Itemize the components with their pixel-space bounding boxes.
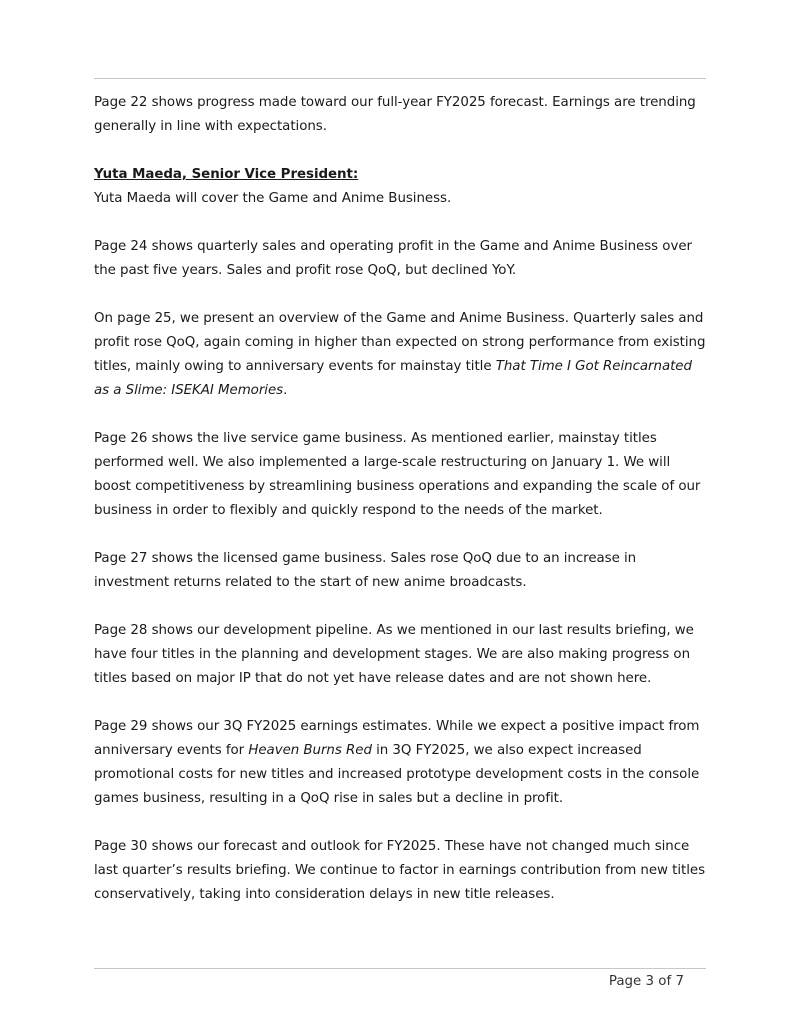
document-body xyxy=(94,91,710,931)
page-number: Page 3 of 7 xyxy=(608,974,684,989)
paragraph-page-27: Page 27 shows the licensed game business. Sales rose QoQ due to an increase in investment returns related to the start of new anime broadcasts. xyxy=(94,551,637,590)
paragraph-page-26: Page 26 shows the live service game business. As mentioned earlier, mainstay titles performed well. We also implemented a large-scale restructuring on January 1. We will boost competitiveness by streamlining business operations and expanding the scale of our business in order to flexibly and quickly respond to the needs of the market. xyxy=(94,431,701,518)
paragraph-text: Page 29 shows our 3Q FY2025 earnings estimates. While we expect a positive impact from anniversary events for xyxy=(94,719,700,758)
paragraph-text: in 3Q FY2025, we also expect increased promotional costs for new titles and increased prototype development costs in the console games business, resulting in a QoQ rise in sales but a decline in profit. xyxy=(94,743,700,806)
paragraph-text: On page 25, we present an overview of the Game and Anime Business. Quarterly sales and profit rose QoQ, again coming in higher than expected on strong performance from existing titles, mainly owing to anniversary events for mainstay title xyxy=(94,311,706,374)
paragraph-page-29 xyxy=(94,715,710,811)
paragraph-page-30: Page 30 shows our forecast and outlook for FY2025. These have not changed much since last quarter’s results briefing. We continue to factor in earnings contribution from new titles conservatively, taking into consideration delays in new title releases. xyxy=(94,839,705,902)
paragraph-page-28: Page 28 shows our development pipeline. As we mentioned in our last results briefing, we have four titles in the planning and development stages. We are also making progress on titles based on major IP that do not yet have release dates and are not shown here. xyxy=(94,623,694,686)
game-title: That Time I Got Reincarnated as a Slime: ISEKAI Memories xyxy=(94,359,692,398)
header-divider xyxy=(94,78,706,79)
footer-divider xyxy=(94,968,706,969)
paragraph-text: . xyxy=(283,383,288,398)
speaker-intro: Yuta Maeda will cover the Game and Anime Business. xyxy=(94,191,452,206)
paragraph-page-24: Page 24 shows quarterly sales and operating profit in the Game and Anime Business over the past five years. Sales and profit rose QoQ, but declined YoY. xyxy=(94,239,692,278)
speaker-heading: Yuta Maeda, Senior Vice President: xyxy=(94,167,359,182)
game-title: Heaven Burns Red xyxy=(248,743,372,758)
paragraph-page-22: Page 22 shows progress made toward our full-year FY2025 forecast. Earnings are trending generally in line with expectations. xyxy=(94,95,696,134)
paragraph-page-25 xyxy=(94,307,710,403)
